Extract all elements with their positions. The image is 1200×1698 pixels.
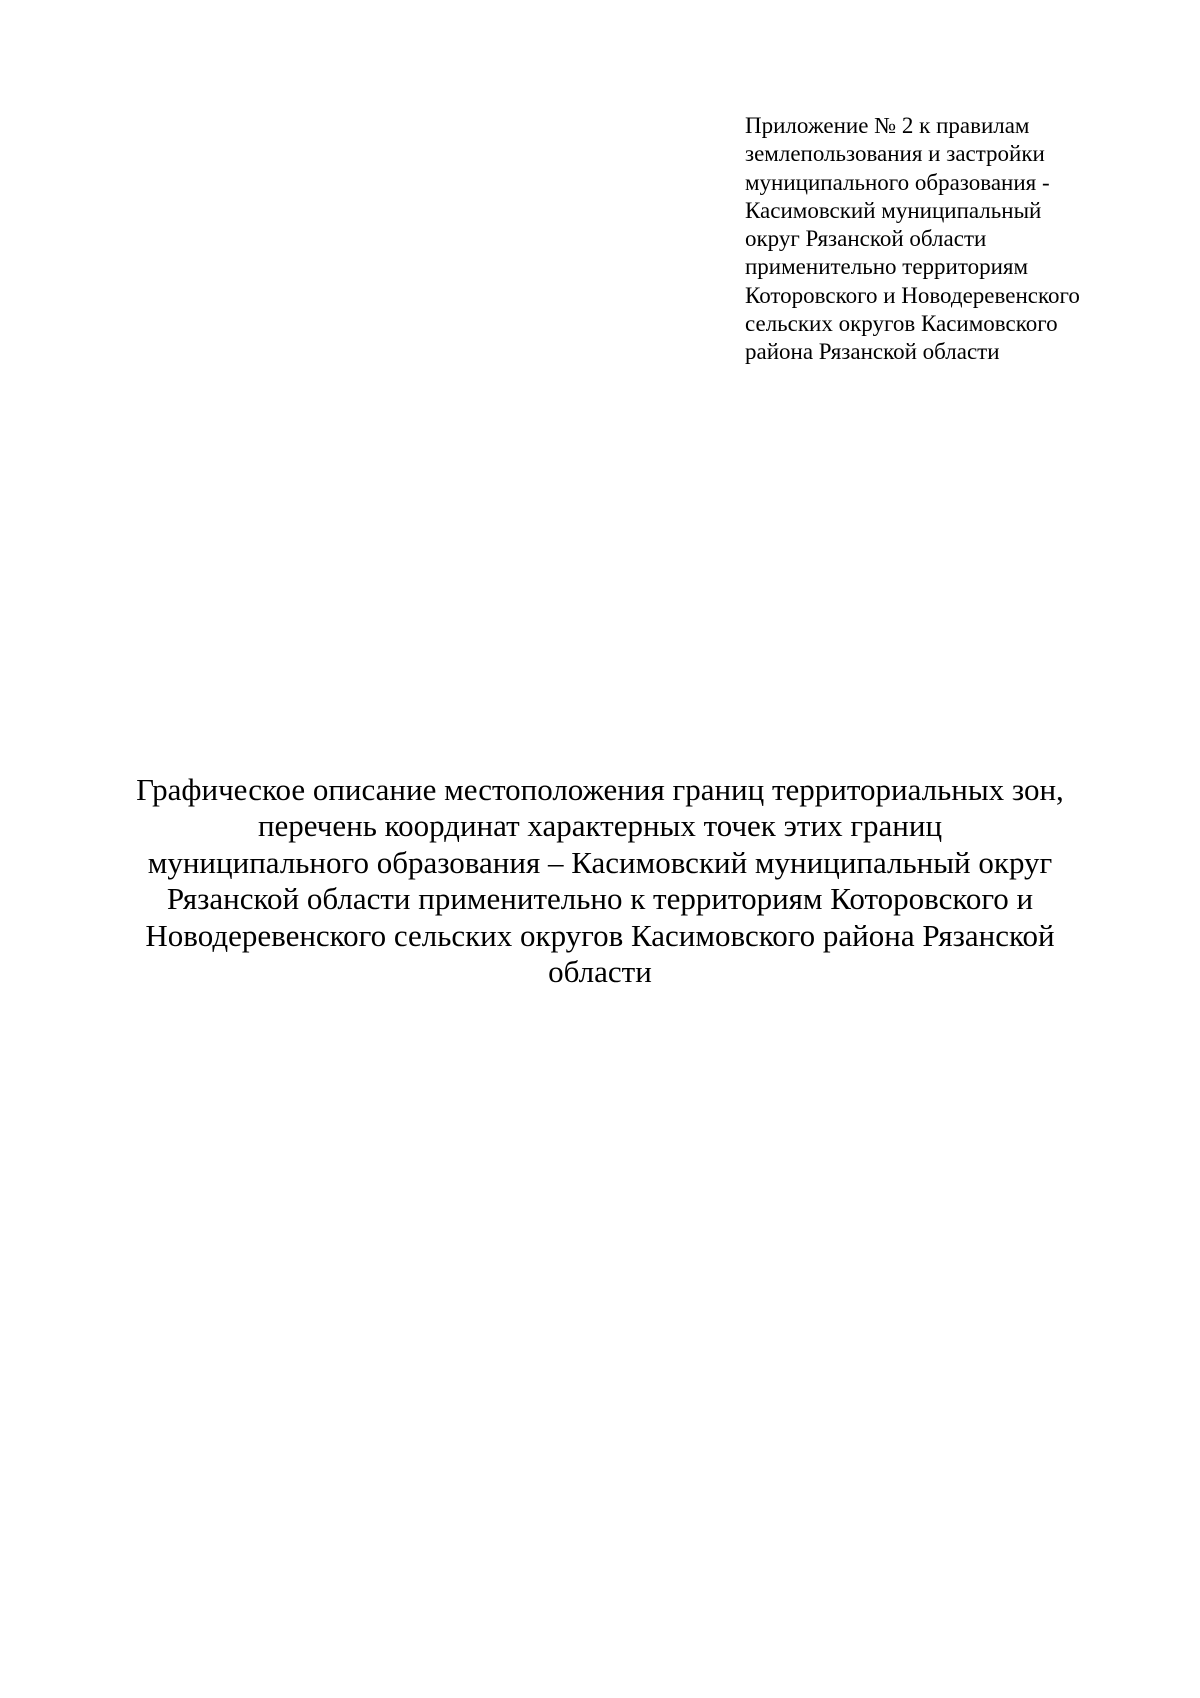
appendix-note-line: Которовского и Новодеревенского: [745, 282, 1080, 308]
document-title-line: Новодеревенского сельских округов Касимовского района Рязанской: [145, 917, 1055, 953]
appendix-note-line: землепользования и застройки: [745, 141, 1045, 167]
document-title-line: Рязанской области применительно к территориям Которовского и: [166, 881, 1034, 917]
document-title-line: Графическое описание местоположения границ территориальных зон,: [136, 772, 1064, 807]
appendix-note-line: района Рязанской области: [745, 339, 1000, 365]
appendix-note: [745, 112, 1165, 367]
appendix-note-line: муниципального образования -: [745, 169, 1050, 195]
appendix-note-line: применительно территориям: [745, 254, 1029, 280]
document-title: [100, 772, 1100, 990]
appendix-note-line: Приложение № 2 к правилам: [745, 113, 1030, 138]
document-title-line: области: [548, 954, 652, 990]
document-title-line: перечень координат характерных точек этих границ: [257, 808, 943, 844]
document-title-line: муниципального образования – Касимовский муниципальный округ: [147, 844, 1053, 880]
appendix-note-line: округ Рязанской области: [745, 226, 987, 252]
appendix-note-line: Касимовский муниципальный: [745, 197, 1042, 223]
appendix-note-line: сельских округов Касимовского: [745, 311, 1058, 337]
